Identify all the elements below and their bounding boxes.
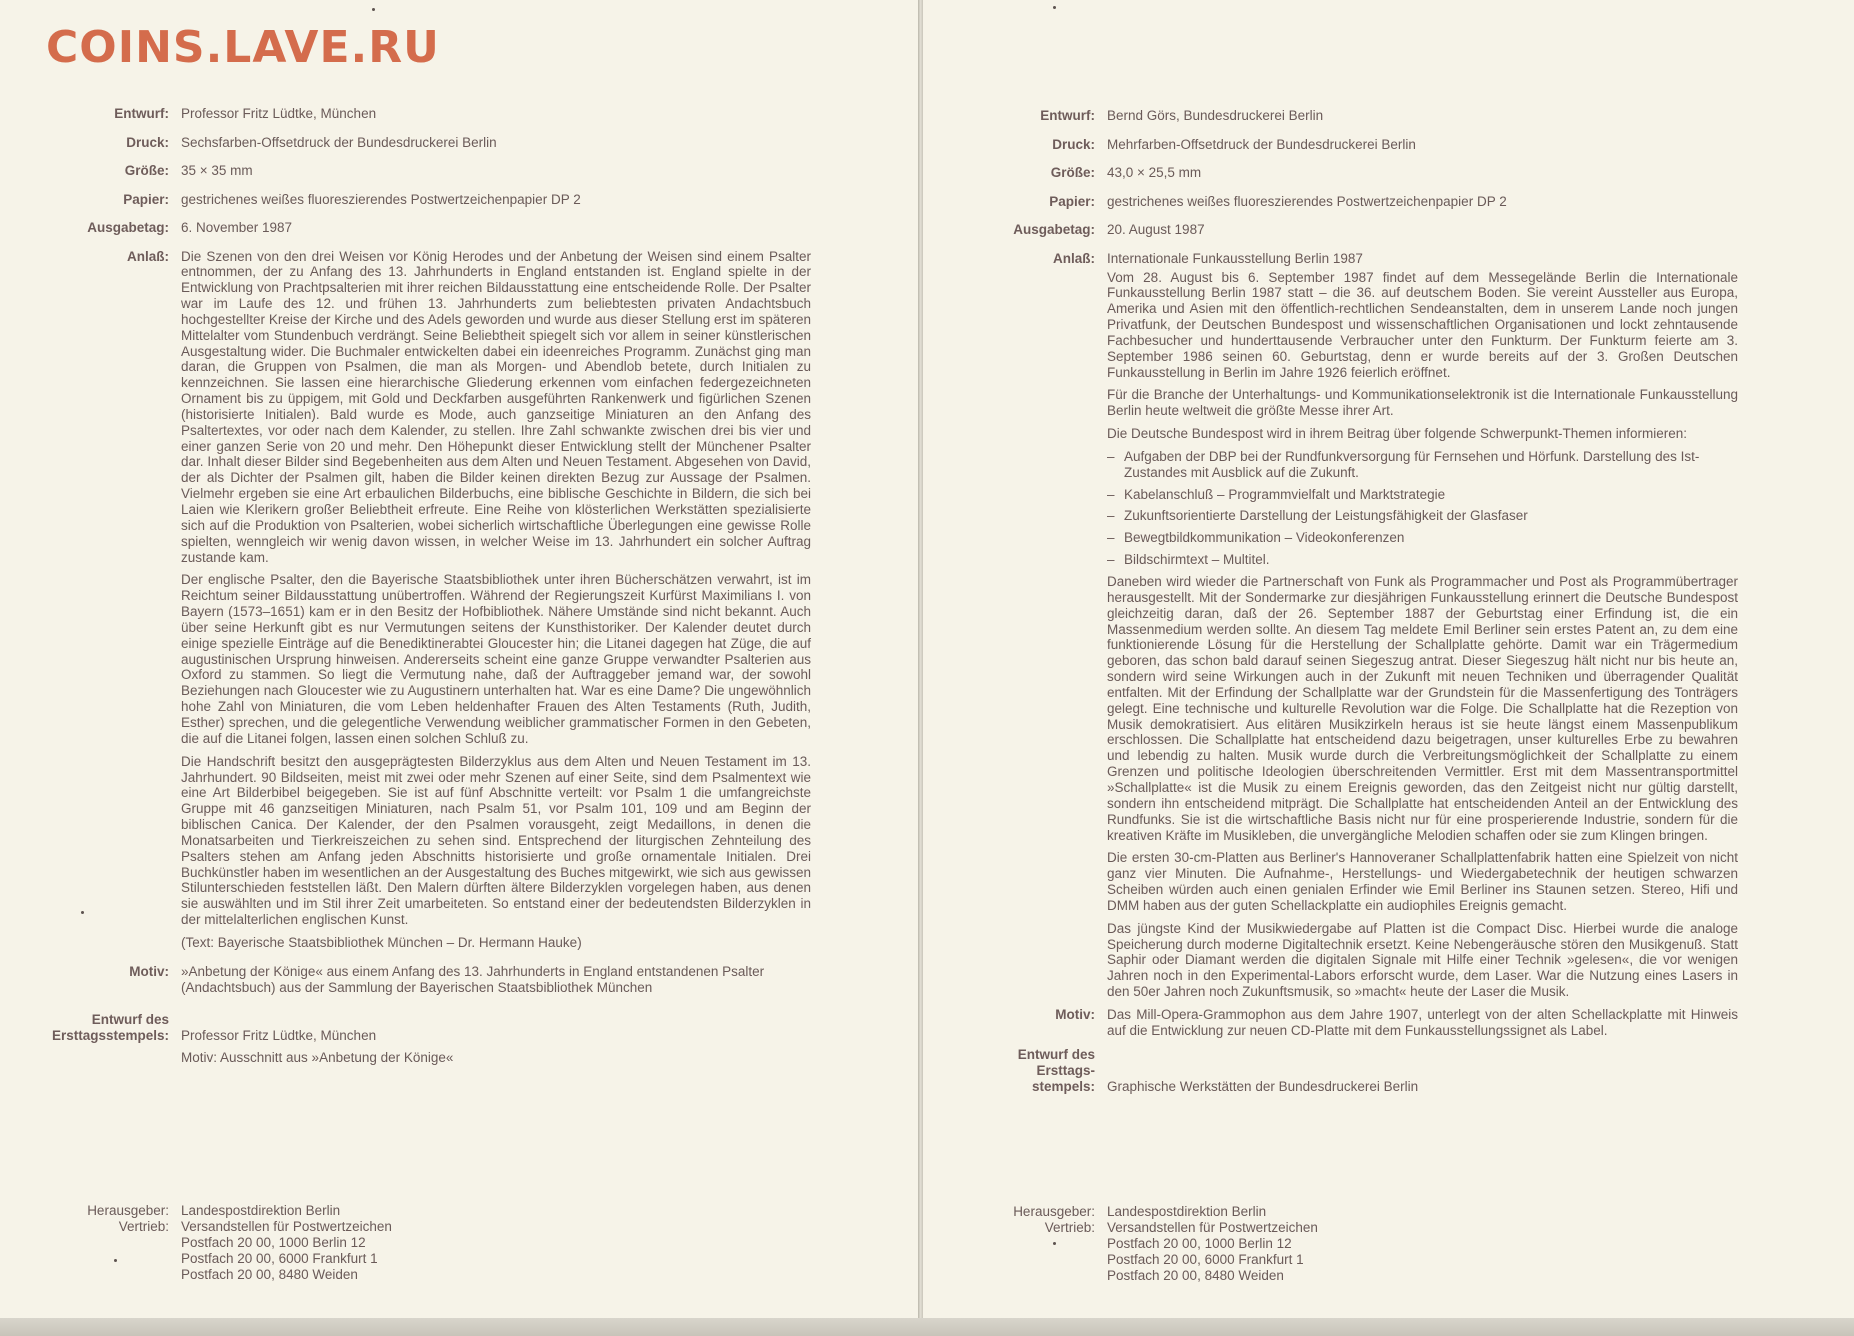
- scan-speck: [114, 1259, 117, 1262]
- ausgabetag-row: [923, 222, 1854, 251]
- stempel-label-line: stempels:: [1031, 1078, 1095, 1094]
- anlass-paragraph: Die Handschrift besitzt den ausgeprägtesten Bilderzyklus aus dem Alten und Neuen Testament im 13. Jahrhundert. 90 Bildseiten, meist mit zwei oder mehr Szenen auf einer Seite, sind dem Psalmentext wie eine Art Bilderbibel beigegeben. Sie ist auf fünf Abschnitte verteilt: vor Psalm 1 die umfangreichste Gruppe mit 46 ganzseitigen Miniaturen, nach Psalm 51, vor Psalm 101, 109 und am Beginn der biblischen Canica. Der Kalender, der den Psalmen vorausgeht, zeigt Medaillons, in denen die Monatsarbeiten und Tierkreiszeichen zu sehen sind. Entsprechend der liturgischen Zehnteilung des Psalters stehen am Anfang jeden Abschnitts historisierte und große ornamentale Initialen. Drei Buchkünstler haben im wesentlichen an der Ausgestaltung des Buches mitgewirkt, wie sich aus gewissen Stilunterschieden feststellen läßt. Den Malern dürften ältere Bilderzyklen vorgelegen haben, aus denen sie auswählten und im Stil ihrer Zeit umarbeiteten. So entstand einer der bedeutendsten Bilderzyklen in der mittelalterlichen englischen Kunst.: [181, 753, 811, 928]
- anlass-paragraph: Die Szenen von den drei Weisen vor König Herodes und der Anbetung der Weisen sind einem Psalter entnommen, der zu Anfang des 13. Jahrhunderts in England entstanden ist. England spielte in der Entwicklung von Prachtpsalterien mit ihrer reichen Bildausstattung eine entscheidende Rolle. Der Psalter war im Laufe des 12. und frühen 13. Jahrhunderts zum beliebtesten privaten Andachtsbuch hochgestellter Kreise der Kirche und des Adels geworden und wurde aus dieser Stellung erst im späteren Mittelalter vom Stundenbuch verdrängt. Seine Beliebtheit spiegelt sich vor allem in seiner künstlerischen Ausgestaltung wider. Die Buchmaler entwickelten dabei ein ideenreiches Programm. Zunächst ging man daran, die Gruppen von Psalmen, die man als Morgen- und Abendlob betete, durch Initialen zu kennzeichnen. Sie lassen eine hierarchische Gliederung erkennen vom einfachen federgezeichneten Ornament bis zu üppigem, mit Gold und Deckfarben ausgeführten Rankenwerk und figürlichen Szenen (historisierte Initialen). Bald wurde es Mode, auch ganzseitige Miniaturen an den Anfang des Psaltertextes, vor oder nach dem Kalender, zu stellen. Ihre Zahl schwankte zwischen drei bis vier und einer ganzen Serie von 20 und mehr. Den Höhepunkt dieser Entwicklung stellt der Münchener Psalter dar. Inhalt dieser Bilder sind Begebenheiten aus dem Alten und Neuen Testament. Abgesehen von David, der als Dichter der Psalmen gilt, haben die Bilder keinen direkten Bezug zur Aussage der Psalmen. Vielmehr ergeben sie eine Art erbaulichen Bilderbuchs, eine biblische Geschichte in Bildern, die sich bei Laien wie Klerikern großer Beliebtheit erfreute. Eine Reihe von klösterlichen Werkstätten spezialisierte sich auf die Produktion von Psalterien, wobei sicherlich wirtschaftliche Überlegungen eine gewisse Rolle spielten, wenngleich wir wenig davon wissen, in welcher Weise im 13. Jahrhundert ein solcher Auftrag zustande kam.: [181, 248, 811, 565]
- left-page: [0, 0, 918, 1318]
- vertrieb-line: Postfach 20 00, 1000 Berlin 12: [1107, 1236, 1292, 1251]
- entwurf-value: Professor Fritz Lüdtke, München: [181, 106, 377, 121]
- right-stamp-details: [923, 108, 1854, 1095]
- ausgabetag-value: 20. August 1987: [1107, 222, 1205, 237]
- topic-list-item: – Zukunftsorientierte Darstellung der Leistungsfähigkeit der Glasfaser: [1107, 508, 1528, 524]
- anlass-paragraph: Daneben wird wieder die Partnerschaft von Funk als Programmacher und Post als Programmübertrager herausgestellt. Mit der Sondermarke zur diesjährigen Funkausstellung erinnert die Deutsche Bundespost gleichzeitig daran, daß der 26. September 1887 der Geburtstag einer Erfindung ist, die ein Massenmedium werden sollte. An diesem Tag meldete Emil Berliner sein erstes Patent an, zu dem eine funktionierende Lösung für die Herstellung der Schallplatte gehörte. Damit war ein Trägermedium geboren, das schon bald darauf seinen Siegeszug antrat. Dieser Siegeszug hält nicht nur bis heute an, sondern wird seine Wirkungen auch in der Zukunft mit neuen Techniken und überragender Qualität entfalten. Mit der Erfindung der Schallplatte war der Grundstein für die Massenfertigung des Tonträgers gelegt. Eine technische und kulturelle Revolution war die Folge. Die Schallplatte hat die Rezeption von Musik demokratisiert. Aus elitären Musikzirkeln heraus ist sie heute längst einem Massenpublikum erschlossen. Die Schallplatte hat entscheidend dazu beigetragen, unser kulturelles Erbe zu bewahren und lebendig zu halten. Musik wurde durch die Verbreitungsmöglichkeit der Schallplatte zu einem Grenzen und politische Ideologien überschreitenden Vermittler. Erst mit dem Massentransportmittel »Schallplatte« ist die Musik zu einem Ereignis geworden, das den Zeitgeist nicht nur gültig darstellt, sondern ihn entscheidend mitprägt. Die Schallplatte hat entscheidenden Anteil an der Entwicklung des Rundfunks. Sie ist die wirtschaftliche Basis nicht nur für eine prosperierende Industrie, sondern für die kreativen Kräfte im Musikleben, die unvergängliche Melodien schaffen oder sie zum Klingen bringen.: [1107, 574, 1738, 843]
- stempel-label-line: Ersttags-: [1036, 1062, 1095, 1078]
- anlass-body: [1107, 251, 1738, 1007]
- herausgeber-row: [0, 1203, 392, 1219]
- groesse-label: Größe:: [124, 163, 169, 178]
- watermark: COINS.LAVE.RU: [46, 22, 440, 73]
- anlass-body: [181, 249, 811, 958]
- stempel-body: [181, 1012, 811, 1066]
- stempel-body: [1107, 1047, 1738, 1095]
- motiv-row: [923, 1007, 1854, 1039]
- ausgabetag-row: [0, 220, 918, 249]
- vertrieb-line: Postfach 20 00, 8480 Weiden: [181, 1267, 358, 1282]
- ausgabetag-value: 6. November 1987: [181, 220, 293, 235]
- groesse-label: Größe:: [1050, 165, 1095, 180]
- right-page: [923, 0, 1854, 1318]
- motiv-row: [0, 964, 918, 996]
- vertrieb-line: Postfach 20 00, 1000 Berlin 12: [181, 1235, 366, 1250]
- scan-speck: [81, 911, 84, 914]
- vertrieb-line: Postfach 20 00, 6000 Frankfurt 1: [181, 1251, 378, 1266]
- papier-row: [923, 194, 1854, 223]
- papier-value: gestrichenes weißes fluoreszierendes Postwertzeichenpapier DP 2: [1107, 193, 1507, 209]
- druck-value: Mehrfarben-Offsetdruck der Bundesdruckerei Berlin: [1107, 136, 1416, 152]
- herausgeber-row: [923, 1204, 1318, 1220]
- entwurf-row: [923, 108, 1854, 137]
- groesse-value: 43,0 × 25,5 mm: [1107, 165, 1202, 180]
- stempel-label-line: Ersttagsstempels:: [51, 1027, 169, 1043]
- anlass-paragraph: Der englische Psalter, den die Bayerische Staatsbibliothek unter ihren Bücherschätzen verwahrt, ist im Reichtum seiner Bildausstattung unübertroffen. Während der Regierungszeit Kurfürst Maximilians I. von Bayern (1573–1651) kam er in den Besitz der Hofbibliothek. Nähere Umstände sind nicht bekannt. Auch über seine Herkunft gibt es nur Vermutungen seitens der Kunsthistoriker. Der Kalender deutet durch einige spezielle Einträge auf die Benediktinerabtei Gloucester hin; die Litanei dagegen hat Züge, die auf augustinischen Ursprung hinweisen. Andererseits scheint eine ganze Gruppe verwandter Psalterien aus Oxford zu stammen. So liegt die Vermutung nahe, daß der Auftraggeber jemand war, der sowohl Beziehungen nach Gloucester wie zu Augustinern unterhalten hat. War es eine Dame? Die ungewöhnlich hohe Zahl von Miniaturen, die vom Leben heldenhafter Frauen des Alten Testaments (Ruth, Judith, Esther) sprechen, und die gelegentliche Verwendung weiblicher grammatischer Formen in den Gebeten, die auf die Litanei folgen, lassen einen solchen Schluß zu.: [181, 572, 811, 746]
- entwurf-label: Entwurf:: [1040, 108, 1095, 123]
- groesse-row: [0, 163, 918, 192]
- vertrieb-lines: [1107, 1220, 1318, 1284]
- stempel-value: Graphische Werkstätten der Bundesdruckerei Berlin: [1107, 1078, 1419, 1094]
- vertrieb-label: Vertrieb:: [1044, 1220, 1095, 1235]
- scan-speck: [1053, 6, 1056, 9]
- druck-label: Druck:: [126, 134, 169, 150]
- scan-speck: [1053, 1242, 1056, 1245]
- motiv-label: Motiv:: [129, 963, 169, 979]
- stempel-label: [0, 1012, 181, 1044]
- text-credit: (Text: Bayerische Staatsbibliothek München – Dr. Hermann Hauke): [181, 934, 582, 950]
- topic-list-item: – Kabelanschluß – Programmvielfalt und Marktstrategie: [1107, 486, 1446, 502]
- groesse-row: [923, 165, 1854, 194]
- anlass-row: [923, 251, 1854, 1007]
- anlass-label: Anlaß:: [127, 248, 169, 264]
- herausgeber-label: Herausgeber:: [1013, 1204, 1095, 1219]
- vertrieb-label: Vertrieb:: [118, 1219, 169, 1234]
- motiv-value: »Anbetung der Könige« aus einem Anfang des 13. Jahrhunderts in England entstandenen Psalter (Andachtsbuch) aus der Sammlung der Bayerischen Staatsbibliothek München: [181, 963, 765, 995]
- druck-row: [923, 137, 1854, 166]
- stempel-motiv: Motiv: Ausschnitt aus »Anbetung der Könige«: [181, 1049, 454, 1065]
- druck-label: Druck:: [1052, 136, 1095, 152]
- right-footer: [923, 1204, 1318, 1284]
- motiv-label: Motiv:: [1055, 1006, 1095, 1022]
- anlass-paragraph: Vom 28. August bis 6. September 1987 findet auf dem Messegelände Berlin die Internationale Funkausstellung Berlin 1987 statt – die 36. auf deutschem Boden. Sie vereint Aussteller aus Europa, Amerika und Asien mit den öffentlich-rechtlichen Sendeanstalten, dem in unserem Lande noch jungen Privatfunk, der Deutschen Bundespost und wissenschaftlichen Organisationen und lockt zehntausende Fachbesucher und hunderttausende Verbraucher unter den Funkturm. Der Funkturm feierte am 3. September 1986 seinen 60. Geburtstag, denn er wurde bereits auf der 3. Großen Deutschen Funkausstellung in Berlin im Jahre 1926 feierlich eröffnet.: [1107, 269, 1738, 380]
- stempel-label: [923, 1047, 1107, 1095]
- herausgeber-label: Herausgeber:: [87, 1203, 169, 1218]
- anlass-paragraph: Das jüngste Kind der Musikwiedergabe auf Platten ist die Compact Disc. Hierbei wurde die analoge Speicherung durch moderne Digitaltechnik ersetzt. Keine Nebengeräusche stören den Musikgenuß. Statt Saphir oder Diamant werden die digitalen Signale mit Hilfe einer Technik »gelesen«, die vor wenigen Jahren noch in den Experimental-Labors erforscht wurde, dem Laser. War die Nutzung eines Lasers in den 50er Jahren noch Zukunftsmusik, so »macht« heute der Laser die Musik.: [1107, 920, 1738, 1000]
- druck-value: Sechsfarben-Offsetdruck der Bundesdruckerei Berlin: [181, 134, 497, 150]
- anlass-paragraph: Für die Branche der Unterhaltungs- und Kommunikationselektronik ist die Internationale Funkausstellung Berlin heute weltweit die größte Messe ihrer Art.: [1107, 387, 1738, 419]
- groesse-value: 35 × 35 mm: [181, 163, 253, 178]
- anlass-heading: Internationale Funkausstellung Berlin 1987: [1107, 250, 1363, 266]
- stempel-value: Professor Fritz Lüdtke, München: [181, 1027, 377, 1043]
- anlass-paragraph: Die ersten 30-cm-Platten aus Berliner's Hannoveraner Schallplattenfabrik hatten eine Spielzeit von nicht ganz vier Minuten. Die Aufnahme-, Herstellungs- und Wiedergabetechnik der heutigen schwarzen Scheiben würden auch einen genialen Erfinder wie Emil Berliner ins Staunen setzen. Stereo, Hifi und DMM haben aus der guten Schellackplatte ein audiophiles Ereignis gemacht.: [1107, 850, 1738, 913]
- anlass-label: Anlaß:: [1053, 250, 1095, 266]
- vertrieb-line: Versandstellen für Postwertzeichen: [181, 1219, 392, 1234]
- vertrieb-line: Versandstellen für Postwertzeichen: [1107, 1220, 1318, 1235]
- herausgeber-value: Landespostdirektion Berlin: [1107, 1204, 1267, 1219]
- left-footer: [0, 1203, 392, 1283]
- entwurf-value: Bernd Görs, Bundesdruckerei Berlin: [1107, 108, 1324, 123]
- scan-speck: [372, 8, 375, 11]
- stempel-row: [923, 1047, 1854, 1095]
- anlass-row: [0, 249, 918, 958]
- anlass-paragraph: Die Deutsche Bundespost wird in ihrem Beitrag über folgende Schwerpunkt-Themen informieren:: [1107, 426, 1688, 442]
- herausgeber-value: Landespostdirektion Berlin: [181, 1203, 341, 1218]
- ausgabetag-label: Ausgabetag:: [87, 220, 169, 235]
- entwurf-label: Entwurf:: [114, 106, 169, 121]
- papier-row: [0, 192, 918, 221]
- topic-list-item: – Aufgaben der DBP bei der Rundfunkversorgung für Fernsehen und Hörfunk. Darstellung des Ist-Zustandes mit Ausblick auf die Zukunft.: [1107, 448, 1700, 480]
- ausgabetag-label: Ausgabetag:: [1013, 222, 1095, 237]
- papier-label: Papier:: [123, 191, 169, 207]
- druck-row: [0, 135, 918, 164]
- vertrieb-row: [923, 1220, 1318, 1284]
- entwurf-row: [0, 106, 918, 135]
- papier-value: gestrichenes weißes fluoreszierendes Postwertzeichenpapier DP 2: [181, 191, 581, 207]
- vertrieb-line: Postfach 20 00, 8480 Weiden: [1107, 1268, 1284, 1283]
- scanner-edge: [0, 1318, 1854, 1336]
- topic-list-item: – Bewegtbildkommunikation – Videokonferenzen: [1107, 530, 1405, 546]
- left-stamp-details: [0, 106, 918, 1066]
- stempel-label-line: Entwurf des: [91, 1011, 169, 1027]
- motiv-value: Das Mill-Opera-Grammophon aus dem Jahre 1907, unterlegt von der alten Schellackplatte mit Hinweis auf die Entwicklung zur neuen CD-Platte mit dem Funkausstellungssignet als Label.: [1107, 1006, 1738, 1038]
- topic-list-item: – Bildschirmtext – Multitel.: [1107, 552, 1270, 568]
- stempel-row: [0, 1012, 918, 1066]
- vertrieb-lines: [181, 1219, 392, 1283]
- vertrieb-line: Postfach 20 00, 6000 Frankfurt 1: [1107, 1252, 1304, 1267]
- papier-label: Papier:: [1049, 193, 1095, 209]
- vertrieb-row: [0, 1219, 392, 1283]
- stempel-label-line: Entwurf des: [1017, 1046, 1095, 1062]
